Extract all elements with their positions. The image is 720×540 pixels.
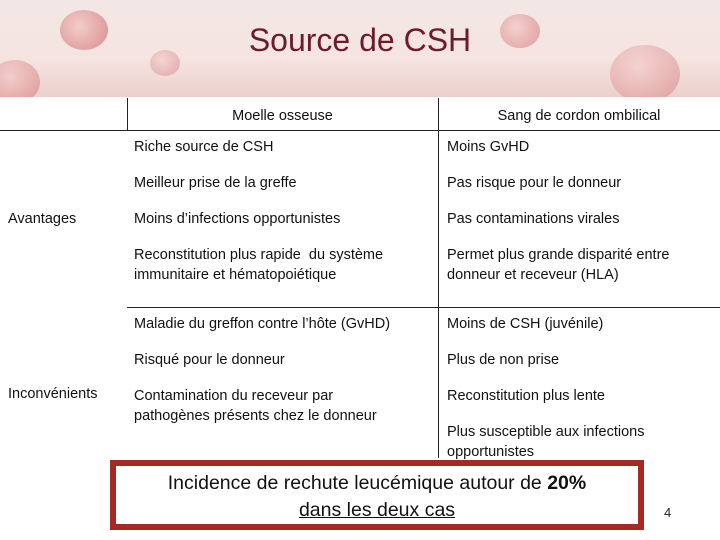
disadvantage-cord-blood-4-line1: Plus susceptible aux infections (447, 424, 645, 440)
advantage-cord-blood-1: Moins GvHD (447, 139, 530, 155)
disadvantage-bone-marrow-3-line2: pathogènes présents chez le donneur (134, 408, 377, 424)
disadvantage-cord-blood-3: Reconstitution plus lente (447, 388, 605, 404)
callout-text-1: Incidence de (167, 472, 284, 494)
title-banner (0, 0, 720, 97)
advantage-bone-marrow-4-line1: Reconstitution plus rapide du système (134, 247, 384, 263)
callout-line1 (116, 470, 638, 497)
advantage-cord-blood-2: Pas risque pour le donneur (447, 175, 622, 191)
disadvantage-cord-blood-2: Plus de non prise (447, 352, 560, 368)
header-rule (0, 130, 720, 131)
callout-emphasis-relapse: rechute (283, 472, 349, 494)
row-label-disadvantages: Inconvénients (8, 386, 98, 402)
advantage-bone-marrow-3: Moins d’infections opportunistes (134, 211, 341, 227)
column-header-cord-blood: Sang de cordon ombilical (497, 108, 661, 124)
disadvantage-bone-marrow-3-line1: Contamination du receveur par (134, 388, 334, 404)
disadvantage-cord-blood-1: Moins de CSH (juvénile) (447, 316, 604, 332)
disadvantage-bone-marrow-1: Maladie du greffon contre l’hôte (GvHD) (134, 316, 391, 332)
callout-emphasis-percent: 20% (547, 472, 587, 494)
advantage-cord-blood-4-line1: Permet plus grande disparité entre (447, 247, 670, 263)
advantage-bone-marrow-1: Riche source de CSH (134, 139, 274, 155)
advantage-cord-blood-4-line2: donneur et receveur (HLA) (447, 267, 619, 283)
advantage-bone-marrow-2: Meilleur prise de la greffe (134, 175, 297, 191)
page-number: 4 (664, 505, 672, 520)
column-divider (438, 98, 439, 458)
callout-line2: dans les deux cas (298, 499, 456, 521)
column-header-bone-marrow: Moelle osseuse (232, 108, 333, 124)
relapse-callout (110, 460, 644, 530)
callout-text-2: leucémique autour de (348, 472, 548, 494)
row-label-advantages: Avantages (8, 211, 77, 227)
disadvantage-bone-marrow-2: Risqué pour le donneur (134, 352, 285, 368)
blood-cell-decoration (0, 60, 40, 97)
advantage-bone-marrow-4-line2: immunitaire et hématopoiétique (134, 267, 337, 283)
slide-title: Source de CSH (248, 22, 472, 58)
disadvantage-cord-blood-4-line2: opportunistes (447, 444, 535, 460)
section-rule (127, 307, 720, 308)
advantage-cord-blood-3: Pas contaminations virales (447, 211, 620, 227)
